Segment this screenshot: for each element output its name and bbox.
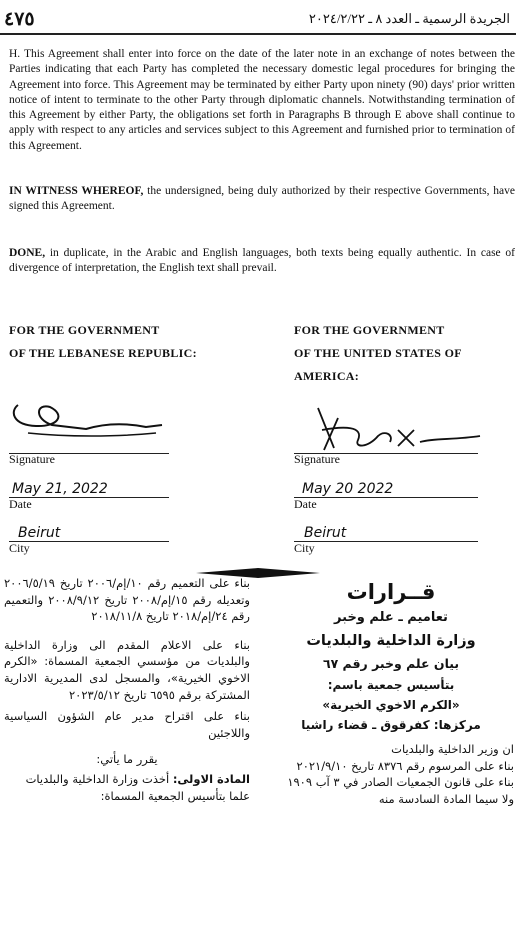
left-date-label: Date [9, 497, 32, 511]
arabic-right-l1: ان وزير الداخلية والبلديات [391, 742, 514, 756]
done-paragraph [9, 246, 515, 277]
arabic-right-l2: بناء على المرسوم رقم ٨٣٧٦ تاريخ ٢٠٢١/٩/١٠ [296, 758, 514, 773]
left-date-line [9, 497, 169, 498]
right-date-label: Date [294, 497, 317, 511]
heading-headquarters: مركزها: كفرقوق ـ قضاء راشيا [301, 718, 481, 732]
arabic-left-p3: بناء على اقتراح مدير عام الشؤون السياسية واللاجئين [4, 709, 250, 740]
left-signature-label: Signature [9, 452, 55, 466]
witness-text: the undersigned, being duly authorized by their respective Governments, have signed this Agreement. [9, 185, 515, 213]
right-signature-label: Signature [294, 452, 340, 466]
right-gov-line3: AMERICA: [294, 369, 360, 383]
left-city-value: Beirut [18, 525, 61, 541]
arabic-left-p2: بناء على الاعلام المقدم الى وزارة الداخلية والبلديات من مؤسسي الجمعية المسماة: «الكرم الاخوي الخيرية»، والمسجل لدى المديرية الادارية المشتركة برقم ٦٥٩٥ تاريخ ٢٠٢٣/٥/١٢ [4, 637, 250, 702]
heading-establishment: بتأسيس جمعية باسم: [327, 678, 455, 692]
left-date-value: May 21, 2022 [12, 481, 108, 497]
arabic-left-article [4, 771, 250, 804]
heading-association-name: «الكرم الاخوي الخيرية» [322, 698, 460, 712]
left-gov-line2: OF THE LEBANESE REPUBLIC: [9, 346, 197, 360]
paragraph-h: H. This Agreement shall enter into force on the date of the later note in an exchange of notes between the Parties indicating that each Party has completed the necessary domestic legal procedures for bringing the Agreement into force. This Agreement may be terminated by either Party upon ninety (90) days' prior written notice of intent to terminate to the other Party through diplomatic channels. Notwithstanding termination of this Agreement by either Party, the obligations set forth in Paragraphs B through E above shall continue to apply with respect to any articles and services subject to this Agreement and furnished prior to termination of this Agreement. [9, 48, 515, 152]
page-number: ٤٧٥ [4, 9, 35, 30]
witness-paragraph [9, 184, 515, 215]
left-city-line [9, 541, 169, 542]
arabic-left-column [4, 575, 250, 804]
heading-notice-number: بيان علم وخبر رقم ٦٧ [322, 656, 460, 671]
article-label: المادة الاولى: [172, 771, 250, 786]
arabic-left-p4: يقرر ما يأتي: [96, 752, 158, 767]
decisions-title: قــرارات [346, 580, 436, 604]
right-gov-line2: OF THE UNITED STATES OF [294, 346, 462, 360]
journal-title: الجريدة الرسمية ـ العدد ٨ ـ ٢٠٢٤/٢/٢٢ [308, 11, 510, 26]
right-city-value: Beirut [304, 525, 347, 541]
right-date-value: May 20 2022 [302, 481, 394, 497]
left-city-label: City [9, 541, 30, 555]
heading-circulars: تعاميم ـ علم وخبر [334, 610, 448, 625]
left-gov-line1: FOR THE GOVERNMENT [9, 323, 160, 337]
arabic-left-p1: بناء على التعميم رقم ١٠/إم/٢٠٠٦ تاريخ ٢٠٠٦/٥/١٩ وتعديله رقم ١٥/إم/٢٠٠٨ تاريخ ٢٠٠٨/٩/١٢ والتعميم رقم ٢٤/إم/٢٠١٨ تاريخ ٢٠١٨/١١/٨ [4, 576, 250, 624]
done-text: in duplicate, in the Arabic and English languages, both texts being equally authentic. In case of divergence of interpretation, the English text shall prevail. [9, 247, 515, 275]
right-city-line [294, 541, 478, 542]
witness-lead: IN WITNESS WHEREOF, [9, 185, 144, 197]
right-gov-line1: FOR THE GOVERNMENT [294, 323, 445, 337]
arabic-right-l3: بناء على قانون الجمعيات الصادر في ٣ آب ١٩٠٩ [287, 775, 514, 790]
right-signature-image [294, 400, 484, 456]
right-date-line [294, 497, 478, 498]
arabic-right-column [268, 577, 514, 807]
arabic-right-l4: ولا سيما المادة السادسة منه [378, 791, 514, 806]
header-rule [0, 33, 516, 35]
done-lead: DONE, [9, 247, 46, 259]
article-text: أخذت وزارة الداخلية والبلديات علما بتأسيس الجمعية المسماة: [25, 771, 250, 803]
right-city-label: City [294, 541, 315, 555]
heading-ministry: وزارة الداخلية والبلديات [306, 633, 476, 649]
left-signature-image [6, 393, 166, 455]
